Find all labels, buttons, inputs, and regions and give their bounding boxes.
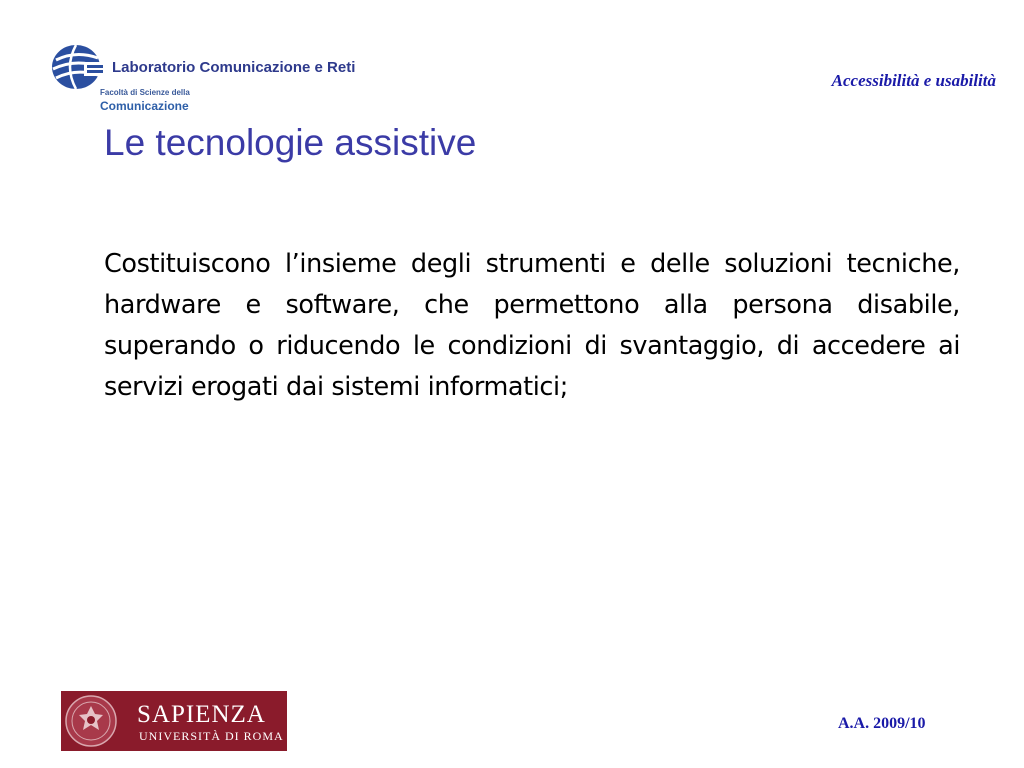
university-logo	[61, 691, 287, 751]
university-name: SAPIENZA	[137, 701, 266, 728]
faculty-name: Facoltà di Scienze della	[100, 88, 190, 97]
lab-logo	[50, 40, 450, 120]
sapienza-seal-icon	[64, 694, 118, 748]
lab-name: Laboratorio Comunicazione e Reti	[112, 59, 356, 76]
slide-title: Le tecnologie assistive	[104, 122, 477, 163]
faculty-name-line2: Comunicazione	[100, 99, 189, 113]
academic-year: A.A. 2009/10	[838, 715, 926, 732]
university-subtitle: UNIVERSITÀ DI ROMA	[139, 729, 284, 743]
course-tag: Accessibilità e usabilità	[831, 71, 996, 90]
body-text: Costituiscono l’insieme degli strumenti e delle soluzioni tecniche, hardware e software, che permettono alla persona disabile, superando o riducendo le condizioni di svantaggio, di accedere ai servizi erogati dai sistemi informatici;	[104, 249, 960, 402]
globe-icon	[50, 42, 106, 92]
